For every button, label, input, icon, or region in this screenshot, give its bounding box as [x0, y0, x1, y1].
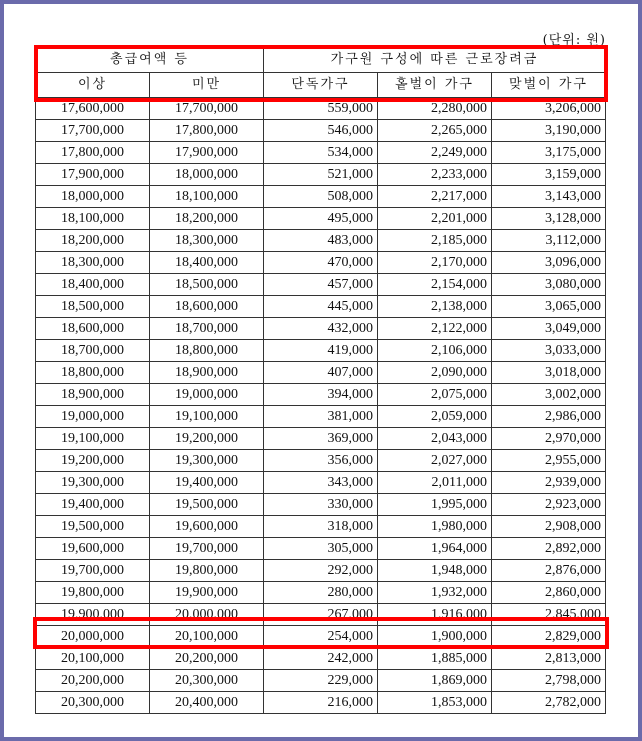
table-cell: 18,000,000	[150, 164, 264, 186]
table-cell: 470,000	[264, 252, 378, 274]
table-row	[36, 428, 606, 450]
table-cell: 407,000	[264, 362, 378, 384]
table-cell: 20,200,000	[150, 648, 264, 670]
table-cell: 1,995,000	[378, 494, 492, 516]
table-row	[36, 472, 606, 494]
table-cell: 19,800,000	[36, 582, 150, 604]
header-credit-group: 가구원 구성에 따른 근로장려금	[264, 48, 606, 73]
table-row	[36, 450, 606, 472]
table-cell: 19,400,000	[150, 472, 264, 494]
table-cell: 3,065,000	[492, 296, 606, 318]
table-cell: 2,075,000	[378, 384, 492, 406]
table-row	[36, 274, 606, 296]
header-single-earner: 홑벌이 가구	[378, 73, 492, 98]
table-cell: 2,170,000	[378, 252, 492, 274]
table-cell: 330,000	[264, 494, 378, 516]
table-cell: 20,200,000	[36, 670, 150, 692]
table-cell: 534,000	[264, 142, 378, 164]
table-cell: 2,233,000	[378, 164, 492, 186]
table-row	[36, 252, 606, 274]
table-cell: 3,018,000	[492, 362, 606, 384]
table-cell: 2,138,000	[378, 296, 492, 318]
table-cell: 254,000	[264, 626, 378, 648]
table-cell: 2,059,000	[378, 406, 492, 428]
table-cell: 18,200,000	[36, 230, 150, 252]
table-cell: 432,000	[264, 318, 378, 340]
table-cell: 19,500,000	[150, 494, 264, 516]
table-cell: 369,000	[264, 428, 378, 450]
table-cell: 1,916,000	[378, 604, 492, 626]
header-max: 미만	[150, 73, 264, 98]
table-cell: 19,800,000	[150, 560, 264, 582]
table-row	[36, 208, 606, 230]
table-cell: 18,000,000	[36, 186, 150, 208]
table-row	[36, 604, 606, 626]
table-row	[36, 230, 606, 252]
table-cell: 18,500,000	[36, 296, 150, 318]
table-cell: 3,175,000	[492, 142, 606, 164]
table-cell: 2,798,000	[492, 670, 606, 692]
table-cell: 216,000	[264, 692, 378, 714]
table-cell: 19,600,000	[150, 516, 264, 538]
table-cell: 2,011,000	[378, 472, 492, 494]
table-cell: 2,908,000	[492, 516, 606, 538]
table-cell: 19,300,000	[150, 450, 264, 472]
table-cell: 280,000	[264, 582, 378, 604]
table-cell: 2,923,000	[492, 494, 606, 516]
table-row	[36, 296, 606, 318]
table-cell: 20,100,000	[150, 626, 264, 648]
table-row	[36, 494, 606, 516]
table-cell: 18,200,000	[150, 208, 264, 230]
header-min: 이상	[36, 73, 150, 98]
table-cell: 1,980,000	[378, 516, 492, 538]
header-dual-earner: 맞벌이 가구	[492, 73, 606, 98]
table-row	[36, 560, 606, 582]
table-cell: 17,700,000	[36, 120, 150, 142]
table-cell: 18,900,000	[36, 384, 150, 406]
table-cell: 19,400,000	[36, 494, 150, 516]
table-cell: 20,300,000	[36, 692, 150, 714]
table-cell: 18,700,000	[150, 318, 264, 340]
table-cell: 267,000	[264, 604, 378, 626]
table-cell: 19,200,000	[36, 450, 150, 472]
table-cell: 2,122,000	[378, 318, 492, 340]
table-cell: 19,000,000	[36, 406, 150, 428]
table-cell: 18,300,000	[36, 252, 150, 274]
table-cell: 1,885,000	[378, 648, 492, 670]
table-cell: 19,100,000	[36, 428, 150, 450]
table-cell: 2,201,000	[378, 208, 492, 230]
table-cell: 495,000	[264, 208, 378, 230]
table-cell: 18,600,000	[150, 296, 264, 318]
table-row	[36, 626, 606, 648]
table-cell: 18,400,000	[36, 274, 150, 296]
table-cell: 19,900,000	[150, 582, 264, 604]
table-cell: 3,049,000	[492, 318, 606, 340]
table-header	[36, 48, 606, 98]
table-cell: 18,500,000	[150, 274, 264, 296]
table-cell: 546,000	[264, 120, 378, 142]
table-cell: 18,100,000	[36, 208, 150, 230]
table-cell: 343,000	[264, 472, 378, 494]
table-cell: 394,000	[264, 384, 378, 406]
table-cell: 2,970,000	[492, 428, 606, 450]
table-cell: 508,000	[264, 186, 378, 208]
table-cell: 20,000,000	[36, 626, 150, 648]
table-cell: 2,280,000	[378, 98, 492, 120]
table-cell: 2,955,000	[492, 450, 606, 472]
table-cell: 2,782,000	[492, 692, 606, 714]
table-row	[36, 538, 606, 560]
table-cell: 19,900,000	[36, 604, 150, 626]
table-cell: 19,500,000	[36, 516, 150, 538]
table-cell: 3,143,000	[492, 186, 606, 208]
table-cell: 305,000	[264, 538, 378, 560]
header-income-group: 총급여액 등	[36, 48, 264, 73]
table-row	[36, 186, 606, 208]
table-cell: 2,845,000	[492, 604, 606, 626]
table-cell: 18,400,000	[150, 252, 264, 274]
table-row	[36, 142, 606, 164]
table-row	[36, 120, 606, 142]
table-cell: 19,700,000	[150, 538, 264, 560]
table-cell: 17,600,000	[36, 98, 150, 120]
table-cell: 1,853,000	[378, 692, 492, 714]
table-cell: 17,800,000	[36, 142, 150, 164]
table-cell: 3,190,000	[492, 120, 606, 142]
table-cell: 17,800,000	[150, 120, 264, 142]
table-cell: 3,112,000	[492, 230, 606, 252]
table-row	[36, 340, 606, 362]
table-cell: 1,869,000	[378, 670, 492, 692]
table-row	[36, 98, 606, 120]
table-cell: 3,080,000	[492, 274, 606, 296]
credit-table	[35, 47, 606, 714]
table-cell: 2,154,000	[378, 274, 492, 296]
table-cell: 20,100,000	[36, 648, 150, 670]
table-cell: 2,986,000	[492, 406, 606, 428]
table-cell: 2,939,000	[492, 472, 606, 494]
table-cell: 20,000,000	[150, 604, 264, 626]
table-cell: 20,400,000	[150, 692, 264, 714]
table-cell: 2,106,000	[378, 340, 492, 362]
table-cell: 242,000	[264, 648, 378, 670]
table-row	[36, 362, 606, 384]
table-cell: 229,000	[264, 670, 378, 692]
table-row	[36, 516, 606, 538]
document-page	[4, 4, 638, 737]
table-cell: 17,900,000	[36, 164, 150, 186]
table-cell: 18,100,000	[150, 186, 264, 208]
table-cell: 419,000	[264, 340, 378, 362]
table-cell: 2,043,000	[378, 428, 492, 450]
table-cell: 17,900,000	[150, 142, 264, 164]
table-cell: 292,000	[264, 560, 378, 582]
table-cell: 2,860,000	[492, 582, 606, 604]
table-cell: 3,096,000	[492, 252, 606, 274]
table-cell: 381,000	[264, 406, 378, 428]
table-cell: 445,000	[264, 296, 378, 318]
table-cell: 2,876,000	[492, 560, 606, 582]
table-cell: 3,033,000	[492, 340, 606, 362]
table-cell: 559,000	[264, 98, 378, 120]
table-cell: 457,000	[264, 274, 378, 296]
table-cell: 356,000	[264, 450, 378, 472]
table-cell: 1,932,000	[378, 582, 492, 604]
table-cell: 2,090,000	[378, 362, 492, 384]
table-row	[36, 318, 606, 340]
table-cell: 19,100,000	[150, 406, 264, 428]
table-row	[36, 648, 606, 670]
table-row	[36, 406, 606, 428]
table-cell: 19,200,000	[150, 428, 264, 450]
table-row	[36, 692, 606, 714]
table-cell: 2,217,000	[378, 186, 492, 208]
table-cell: 18,800,000	[150, 340, 264, 362]
table-cell: 17,700,000	[150, 98, 264, 120]
table-cell: 318,000	[264, 516, 378, 538]
table-cell: 1,900,000	[378, 626, 492, 648]
table-cell: 18,600,000	[36, 318, 150, 340]
table-cell: 3,128,000	[492, 208, 606, 230]
table-cell: 2,829,000	[492, 626, 606, 648]
table-cell: 18,800,000	[36, 362, 150, 384]
table-row	[36, 582, 606, 604]
table-cell: 483,000	[264, 230, 378, 252]
table-body	[36, 98, 606, 714]
table-cell: 20,300,000	[150, 670, 264, 692]
table-cell: 2,249,000	[378, 142, 492, 164]
table-cell: 3,206,000	[492, 98, 606, 120]
table-cell: 521,000	[264, 164, 378, 186]
table-cell: 2,813,000	[492, 648, 606, 670]
table-row	[36, 164, 606, 186]
table-cell: 19,700,000	[36, 560, 150, 582]
table-cell: 18,900,000	[150, 362, 264, 384]
table-cell: 2,185,000	[378, 230, 492, 252]
table-cell: 3,159,000	[492, 164, 606, 186]
table-cell: 3,002,000	[492, 384, 606, 406]
table-cell: 19,000,000	[150, 384, 264, 406]
table-cell: 19,300,000	[36, 472, 150, 494]
header-single: 단독가구	[264, 73, 378, 98]
table-cell: 1,948,000	[378, 560, 492, 582]
table-cell: 18,300,000	[150, 230, 264, 252]
unit-label: (단위: 원)	[542, 33, 606, 48]
table-row	[36, 670, 606, 692]
table-cell: 2,027,000	[378, 450, 492, 472]
table-cell: 2,265,000	[378, 120, 492, 142]
table-row	[36, 384, 606, 406]
table-cell: 18,700,000	[36, 340, 150, 362]
table-cell: 19,600,000	[36, 538, 150, 560]
table-cell: 1,964,000	[378, 538, 492, 560]
table-cell: 2,892,000	[492, 538, 606, 560]
